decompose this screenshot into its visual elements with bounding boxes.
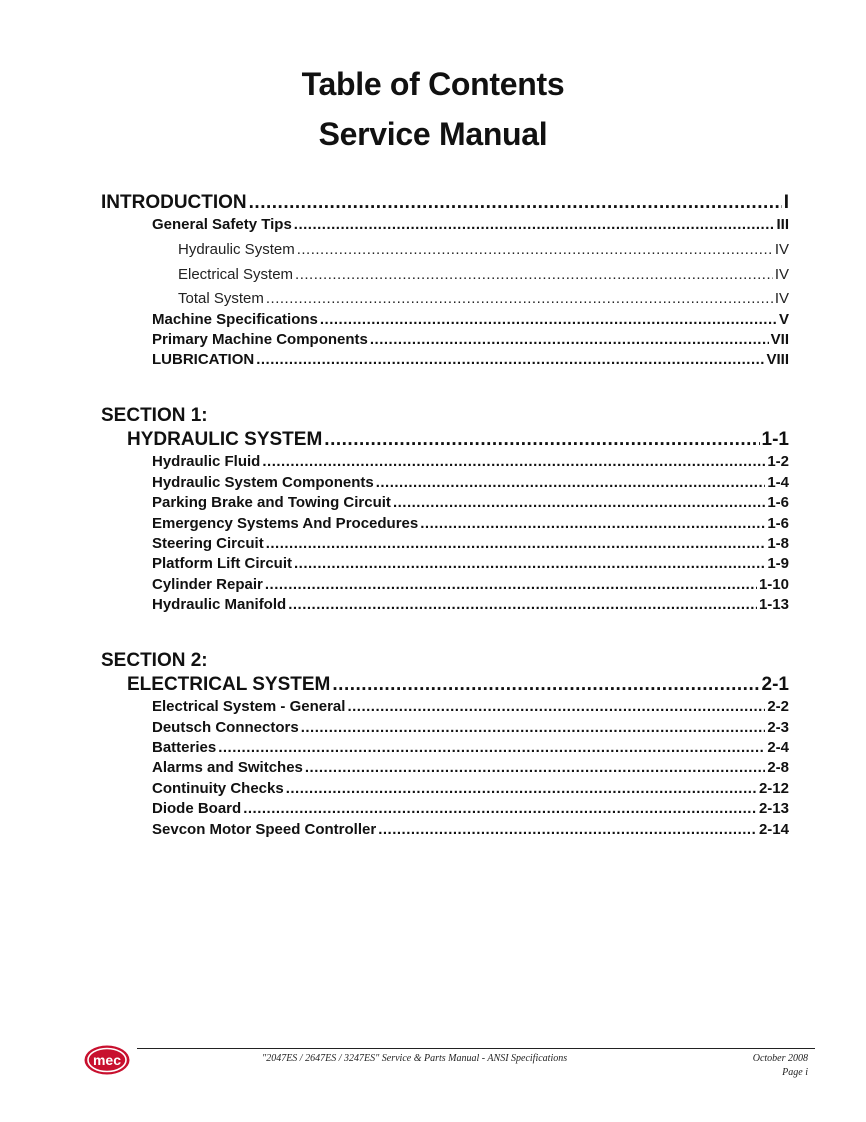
toc-entry[interactable] (178, 290, 789, 310)
svg-text:mec: mec (92, 1052, 122, 1068)
toc-page: 1-9 (767, 555, 789, 572)
toc-page: 2-14 (758, 821, 789, 838)
toc-label: HYDRAULIC SYSTEM (127, 429, 323, 450)
toc-entry[interactable] (152, 596, 789, 616)
toc-label: Sevcon Motor Speed Controller (152, 821, 377, 838)
page-title: Table of Contents (301, 66, 565, 102)
toc-leader (294, 555, 765, 572)
toc-entry-introduction[interactable] (101, 192, 789, 216)
toc-label: Emergency Systems And Procedures (152, 515, 419, 532)
toc-page: 2-3 (767, 719, 789, 736)
toc-page: 2-13 (758, 800, 789, 817)
toc-leader (301, 719, 766, 736)
toc-entry[interactable] (152, 719, 789, 739)
toc-page: 2-1 (761, 674, 789, 695)
toc-leader (218, 739, 765, 756)
toc-leader (347, 698, 765, 715)
toc-label: Cylinder Repair (152, 576, 263, 593)
toc-entry[interactable] (152, 311, 789, 331)
footer-page-number: Page i (782, 1067, 808, 1078)
toc-page: VIII (766, 351, 789, 368)
toc-entry[interactable] (152, 535, 789, 555)
toc-entry[interactable] (152, 216, 789, 236)
toc-label: Parking Brake and Towing Circuit (152, 494, 391, 511)
toc-label: Platform Lift Circuit (152, 555, 293, 572)
toc-leader (256, 351, 764, 368)
toc-label: Deutsch Connectors (152, 719, 299, 736)
page-subtitle: Service Manual (318, 116, 548, 152)
toc-page: 1-1 (761, 429, 789, 450)
toc-page: 2-2 (767, 698, 789, 715)
toc-leader (370, 331, 769, 348)
toc-entry[interactable] (152, 821, 789, 841)
toc-label: Alarms and Switches (152, 759, 303, 776)
footer-rule (137, 1048, 815, 1049)
toc-entry-electrical-system[interactable] (127, 674, 789, 698)
toc-entry[interactable] (178, 266, 789, 286)
toc-entry[interactable] (152, 759, 789, 779)
toc-leader (262, 453, 765, 470)
toc-page: 2-12 (758, 780, 789, 797)
toc-leader (305, 759, 765, 776)
toc-page: 2-4 (767, 739, 789, 756)
toc-page: IV (774, 266, 789, 283)
toc-label: Hydraulic Manifold (152, 596, 287, 613)
toc-entry[interactable] (152, 780, 789, 800)
toc-leader (320, 311, 777, 328)
toc-leader (286, 780, 757, 797)
toc-page: 1-8 (767, 535, 789, 552)
section-1-heading: SECTION 1: (101, 405, 208, 426)
toc-leader (294, 216, 775, 233)
toc-entry[interactable] (152, 739, 789, 759)
footer-manual-title: "2047ES / 2647ES / 3247ES" Service & Parts Manual - ANSI Specifications (262, 1053, 568, 1064)
toc-leader (243, 800, 757, 817)
toc-label: Machine Specifications (152, 311, 318, 328)
toc-entry[interactable] (152, 474, 789, 494)
toc-leader (324, 429, 759, 451)
toc-page: 1-13 (758, 596, 789, 613)
toc-label: Diode Board (152, 800, 242, 817)
toc-entry-hydraulic-system[interactable] (127, 429, 789, 453)
toc-leader (378, 821, 757, 838)
toc-label: INTRODUCTION (101, 192, 247, 213)
toc-entry[interactable] (152, 698, 789, 718)
toc-page: IV (774, 290, 789, 307)
toc-leader (266, 290, 773, 307)
toc-leader (288, 596, 757, 613)
toc-label: Batteries (152, 739, 217, 756)
toc-leader (297, 241, 773, 258)
footer-date: October 2008 (752, 1053, 808, 1064)
toc-leader (393, 494, 765, 511)
toc-leader (249, 192, 782, 214)
toc-label: General Safety Tips (152, 216, 292, 233)
toc-label: Hydraulic System Components (152, 474, 374, 491)
toc-page: V (778, 311, 789, 328)
toc-label: Primary Machine Components (152, 331, 368, 348)
toc-label: Total System (178, 290, 264, 307)
toc-entry[interactable] (152, 351, 789, 371)
toc-entry[interactable] (152, 576, 789, 596)
toc-entry[interactable] (152, 800, 789, 820)
toc-page: 1-6 (767, 494, 789, 511)
toc-entry[interactable] (152, 331, 789, 351)
toc-page: I (783, 192, 789, 213)
toc-leader (332, 674, 759, 696)
toc-entry[interactable] (152, 494, 789, 514)
toc-label: Hydraulic System (178, 241, 295, 258)
toc-label: ELECTRICAL SYSTEM (127, 674, 331, 695)
toc-page: 1-10 (758, 576, 789, 593)
toc-entry[interactable] (178, 241, 789, 261)
toc-leader (295, 266, 773, 283)
toc-page: 1-2 (767, 453, 789, 470)
toc-label: Continuity Checks (152, 780, 284, 797)
section-2-heading: SECTION 2: (101, 650, 208, 671)
toc-page: 1-4 (767, 474, 789, 491)
toc-label: Electrical System (178, 266, 294, 283)
toc-leader (376, 474, 766, 491)
toc-label: LUBRICATION (152, 351, 255, 368)
toc-leader (420, 515, 765, 532)
toc-entry[interactable] (152, 515, 789, 535)
toc-page: IV (774, 241, 789, 258)
mec-logo-icon (83, 1044, 131, 1076)
toc-page: III (776, 216, 789, 233)
toc-label: Hydraulic Fluid (152, 453, 261, 470)
toc-label: Steering Circuit (152, 535, 264, 552)
toc-page: VII (770, 331, 789, 348)
toc-page: 2-8 (767, 759, 789, 776)
toc-entry[interactable] (152, 453, 789, 473)
toc-page: 1-6 (767, 515, 789, 532)
toc-leader (266, 535, 766, 552)
toc-label: Electrical System - General (152, 698, 346, 715)
toc-entry[interactable] (152, 555, 789, 575)
toc-leader (265, 576, 757, 593)
